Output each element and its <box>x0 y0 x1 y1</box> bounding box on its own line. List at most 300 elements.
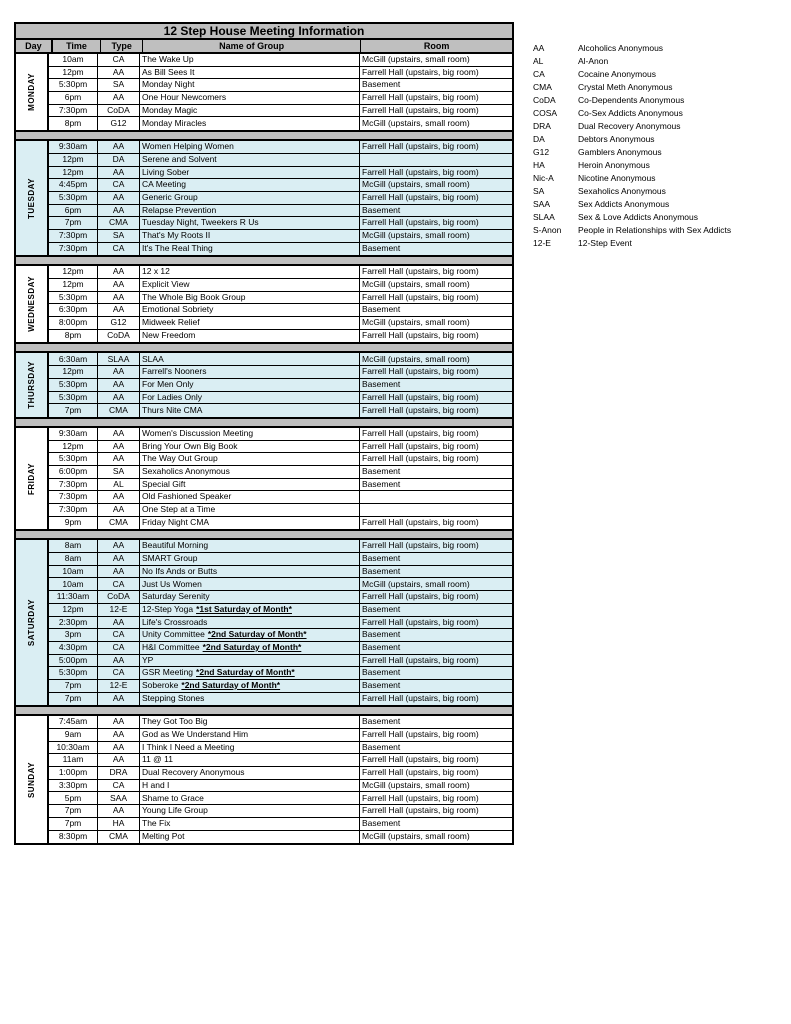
meeting-rows <box>49 716 512 843</box>
legend-item-nic-a <box>533 171 731 184</box>
meeting-time-cell: 6:30am <box>49 353 98 365</box>
meeting-room-cell: Farrell Hall (upstairs, big room) <box>362 805 479 816</box>
meeting-row <box>49 92 512 105</box>
meeting-name-text: No Ifs Ands or Butts <box>142 565 218 576</box>
meeting-time-cell: 12pm <box>49 604 98 616</box>
meeting-row <box>49 79 512 92</box>
meeting-type-cell: AA <box>98 655 140 667</box>
column-header-time: Time <box>53 40 102 52</box>
meeting-room-cell: Basement <box>362 641 401 652</box>
meeting-room-cell <box>360 504 512 516</box>
meeting-type-cell: 12-E <box>98 680 140 692</box>
meeting-time-cell: 5:30pm <box>49 379 98 391</box>
meeting-type-cell: AA <box>98 192 140 204</box>
legend-desc: Nicotine Anonymous <box>578 172 656 183</box>
day-group-saturday <box>16 540 512 705</box>
meeting-time-cell: 7:30pm <box>49 479 98 491</box>
meeting-room-cell: Farrell Hall (upstairs, big room) <box>362 693 479 704</box>
meeting-name-text: SLAA <box>142 353 164 364</box>
meeting-time-cell: 3pm <box>49 629 98 641</box>
meeting-row <box>49 693 512 706</box>
legend-item-dra <box>533 119 731 132</box>
meeting-name-text: I Think I Need a Meeting <box>142 741 235 752</box>
meeting-time-cell: 8am <box>49 540 98 552</box>
meeting-type-cell: AA <box>98 279 140 291</box>
meeting-name-cell <box>140 205 360 217</box>
legend-item-saa <box>533 197 731 210</box>
table-header-row <box>16 40 512 54</box>
meeting-time-cell: 4:45pm <box>49 179 98 191</box>
meeting-type-cell: CMA <box>98 217 140 229</box>
meeting-room-cell: Farrell Hall (upstairs, big room) <box>362 166 479 177</box>
meeting-room-cell: Basement <box>362 304 401 315</box>
meeting-name-cell <box>140 392 360 404</box>
day-label: WEDNESDAY <box>27 276 36 333</box>
meeting-type-cell: AA <box>98 504 140 516</box>
meeting-room-cell: Basement <box>362 478 401 489</box>
meeting-time-cell: 7:45am <box>49 716 98 728</box>
meeting-room-cell: Farrell Hall (upstairs, big room) <box>362 141 479 152</box>
meeting-time-cell: 6pm <box>49 92 98 104</box>
column-header-name: Name of Group <box>143 40 361 52</box>
meeting-name-text: Melting Pot <box>142 831 185 842</box>
meeting-time-cell: 8pm <box>49 117 98 130</box>
legend-desc: People in Relationships with Sex Addicts <box>578 224 732 235</box>
meeting-room-cell: McGill (upstairs, small room) <box>362 279 470 290</box>
legend-abbr: CoDA <box>533 94 556 105</box>
meeting-name-text: Bring Your Own Big Book <box>142 440 238 451</box>
meeting-room-cell: Farrell Hall (upstairs, big room) <box>362 66 479 77</box>
meeting-row <box>49 54 512 67</box>
meeting-room-cell: Farrell Hall (upstairs, big room) <box>362 427 479 438</box>
meeting-row <box>49 117 512 130</box>
meeting-room-cell: Farrell Hall (upstairs, big room) <box>362 729 479 740</box>
day-separator <box>16 130 512 141</box>
meeting-name-cell <box>140 230 360 242</box>
meeting-name-text: Serene and Solvent <box>142 153 217 164</box>
meeting-row <box>49 167 512 180</box>
meeting-type-cell: AA <box>98 729 140 741</box>
day-separator <box>16 255 512 266</box>
meeting-name-cell <box>140 716 360 728</box>
meeting-type-cell: AA <box>98 67 140 79</box>
meeting-room-cell: Farrell Hall (upstairs, big room) <box>362 440 479 451</box>
meeting-type-cell: CoDA <box>98 330 140 343</box>
meeting-time-cell: 8am <box>49 553 98 565</box>
meeting-name-text: 12 x 12 <box>142 266 170 277</box>
table-title: 12 Step House Meeting Information <box>16 24 512 40</box>
meeting-type-cell: SAA <box>98 792 140 804</box>
meeting-row <box>49 831 512 844</box>
meeting-row <box>49 441 512 454</box>
meeting-name-text: Farrell's Nooners <box>142 366 207 377</box>
meeting-name-cell <box>140 167 360 179</box>
legend-item-g12 <box>533 145 731 158</box>
meeting-name-cell <box>140 767 360 779</box>
day-separator <box>16 342 512 353</box>
meeting-name-cell <box>140 428 360 440</box>
legend-item-s-anon <box>533 223 731 236</box>
legend-desc: Co-Sex Addicts Anonymous <box>578 107 683 118</box>
meeting-name-text: Beautiful Morning <box>142 540 209 551</box>
meeting-room-cell: Farrell Hall (upstairs, big room) <box>362 767 479 778</box>
meeting-name-cell <box>140 141 360 153</box>
legend-abbr: CMA <box>533 81 552 92</box>
meeting-row <box>49 504 512 517</box>
meeting-name-cell <box>140 54 360 66</box>
meeting-time-cell: 7pm <box>49 680 98 692</box>
meeting-name-cell <box>140 67 360 79</box>
legend-abbr: 12-E <box>533 237 551 248</box>
meeting-room-cell: McGill (upstairs, small room) <box>362 230 470 241</box>
meeting-room-cell: Farrell Hall (upstairs, big room) <box>362 616 479 627</box>
meeting-name-cell <box>140 604 360 616</box>
meeting-name-text: That's My Roots II <box>142 230 211 241</box>
meeting-room-cell: Farrell Hall (upstairs, big room) <box>362 330 479 341</box>
legend-item-aa <box>533 41 731 54</box>
meeting-name-cell <box>140 117 360 130</box>
meeting-row <box>49 767 512 780</box>
meeting-room-cell: Farrell Hall (upstairs, big room) <box>362 754 479 765</box>
legend-item-cma <box>533 80 731 93</box>
meeting-time-cell: 12pm <box>49 167 98 179</box>
meeting-row <box>49 304 512 317</box>
meeting-name-text: Midweek Relief <box>142 317 200 328</box>
legend-item-slaa <box>533 210 731 223</box>
meeting-type-cell: CA <box>98 243 140 256</box>
meeting-name-cell <box>140 617 360 629</box>
meeting-room-cell: Farrell Hall (upstairs, big room) <box>362 266 479 277</box>
type-legend <box>533 41 731 249</box>
meeting-room-cell: Farrell Hall (upstairs, big room) <box>362 792 479 803</box>
meeting-rows <box>49 353 512 416</box>
meeting-type-cell: AA <box>98 428 140 440</box>
meeting-row <box>49 780 512 793</box>
meeting-time-cell: 12pm <box>49 366 98 378</box>
meeting-row <box>49 818 512 831</box>
meeting-name-cell <box>140 179 360 191</box>
legend-item-sa <box>533 184 731 197</box>
meeting-time-cell: 8:30pm <box>49 831 98 844</box>
meeting-name-cell <box>140 591 360 603</box>
meeting-type-cell: AA <box>98 441 140 453</box>
meeting-type-cell: CMA <box>98 517 140 530</box>
meeting-name-cell <box>140 366 360 378</box>
meeting-room-cell: McGill (upstairs, small room) <box>362 317 470 328</box>
meeting-name-text: One Step at a Time <box>142 504 216 515</box>
column-header-type: Type <box>101 40 143 52</box>
meeting-name-text: Special Gift <box>142 478 186 489</box>
meeting-time-cell: 6:30pm <box>49 304 98 316</box>
day-group-friday <box>16 428 512 530</box>
legend-item-ca <box>533 67 731 80</box>
meeting-row <box>49 379 512 392</box>
meeting-name-cell <box>140 655 360 667</box>
meeting-time-cell: 12pm <box>49 279 98 291</box>
meeting-type-cell: CoDA <box>98 105 140 117</box>
meeting-row <box>49 243 512 256</box>
meeting-name-cell <box>140 742 360 754</box>
day-group-thursday <box>16 353 512 416</box>
day-label: MONDAY <box>27 73 36 111</box>
meeting-type-cell: DA <box>98 154 140 166</box>
meeting-type-cell: AA <box>98 742 140 754</box>
meeting-type-cell: AA <box>98 805 140 817</box>
meeting-type-cell: CMA <box>98 831 140 844</box>
meeting-name-cell <box>140 754 360 766</box>
meeting-room-cell: McGill (upstairs, small room) <box>362 118 470 129</box>
meeting-time-cell: 4:30pm <box>49 642 98 654</box>
legend-desc: Sex Addicts Anonymous <box>578 198 670 209</box>
meeting-name-text: H and I <box>142 779 170 790</box>
legend-abbr: CA <box>533 68 545 79</box>
meeting-row <box>49 330 512 343</box>
day-group-sunday <box>16 716 512 843</box>
legend-abbr: SAA <box>533 198 551 209</box>
meeting-schedule-table <box>14 22 514 845</box>
meeting-name-text: It's The Real Thing <box>142 243 213 254</box>
meeting-time-cell: 12pm <box>49 266 98 278</box>
meeting-time-cell: 6:00pm <box>49 466 98 478</box>
meeting-room-cell: Basement <box>362 466 401 477</box>
meeting-room-cell: Basement <box>362 629 401 640</box>
meeting-type-cell: DRA <box>98 767 140 779</box>
meeting-time-cell: 9pm <box>49 517 98 530</box>
meeting-type-cell: CA <box>98 780 140 792</box>
meeting-room-cell: Basement <box>362 741 401 752</box>
meeting-row <box>49 105 512 118</box>
meeting-name-cell <box>140 404 360 417</box>
meeting-time-cell: 9:30am <box>49 428 98 440</box>
meeting-name-cell <box>140 540 360 552</box>
meeting-name-text: Soberoke <box>142 680 179 691</box>
meeting-row <box>49 479 512 492</box>
legend-abbr: Nic-A <box>533 172 554 183</box>
meeting-name-cell <box>140 667 360 679</box>
meeting-name-text: CA Meeting <box>142 179 186 190</box>
meeting-type-cell: CA <box>98 667 140 679</box>
legend-desc: 12-Step Event <box>578 237 632 248</box>
meeting-type-cell: AL <box>98 479 140 491</box>
meeting-name-cell <box>140 217 360 229</box>
meeting-row <box>49 792 512 805</box>
meeting-name-text: The Whole Big Book Group <box>142 291 246 302</box>
meeting-type-cell: CA <box>98 629 140 641</box>
meeting-name-text: Monday Magic <box>142 104 198 115</box>
meeting-time-cell: 5:00pm <box>49 655 98 667</box>
meeting-name-cell <box>140 441 360 453</box>
legend-abbr: G12 <box>533 146 550 157</box>
meeting-rows <box>49 428 512 530</box>
legend-abbr: SA <box>533 185 545 196</box>
legend-desc: Al-Anon <box>578 55 609 66</box>
meeting-type-cell: AA <box>98 366 140 378</box>
meeting-name-text: Women's Discussion Meeting <box>142 427 254 438</box>
meeting-type-cell: AA <box>98 205 140 217</box>
meeting-type-cell: AA <box>98 379 140 391</box>
meeting-row <box>49 266 512 279</box>
meeting-type-cell: HA <box>98 818 140 830</box>
meeting-name-text: SMART Group <box>142 553 198 564</box>
meeting-room-cell: McGill (upstairs, small room) <box>362 179 470 190</box>
meeting-name-cell <box>140 504 360 516</box>
meeting-name-cell <box>140 330 360 343</box>
meeting-row <box>49 317 512 330</box>
meeting-time-cell: 9:30am <box>49 141 98 153</box>
meeting-time-cell: 10am <box>49 54 98 66</box>
legend-abbr: AL <box>533 55 544 66</box>
meeting-time-cell: 5:30pm <box>49 453 98 465</box>
meeting-time-cell: 12pm <box>49 441 98 453</box>
meeting-type-cell: CA <box>98 54 140 66</box>
day-label: FRIDAY <box>27 462 36 495</box>
meeting-time-cell: 8pm <box>49 330 98 343</box>
meeting-name-text: They Got Too Big <box>142 716 208 727</box>
meeting-name-cell <box>140 304 360 316</box>
meeting-time-cell: 7pm <box>49 217 98 229</box>
meeting-row <box>49 680 512 693</box>
meeting-rows <box>49 54 512 130</box>
meeting-type-cell: SA <box>98 79 140 91</box>
meeting-room-cell: Basement <box>362 667 401 678</box>
meeting-time-cell: 7pm <box>49 818 98 830</box>
legend-desc: Gamblers Anonymous <box>578 146 662 157</box>
meeting-time-cell: 6pm <box>49 205 98 217</box>
meeting-time-cell: 7pm <box>49 693 98 706</box>
meeting-time-cell: 7pm <box>49 805 98 817</box>
legend-desc: Sex & Love Addicts Anonymous <box>578 211 699 222</box>
legend-item-ha <box>533 158 731 171</box>
meeting-row <box>49 154 512 167</box>
meeting-type-cell: CA <box>98 642 140 654</box>
legend-abbr: HA <box>533 159 545 170</box>
meeting-time-cell: 7:30pm <box>49 230 98 242</box>
meeting-room-cell: Farrell Hall (upstairs, big room) <box>362 654 479 665</box>
meeting-name-cell <box>140 831 360 844</box>
meeting-time-cell: 7:30pm <box>49 105 98 117</box>
meeting-room-cell: Basement <box>362 79 401 90</box>
meeting-name-cell <box>140 266 360 278</box>
meeting-name-cell <box>140 818 360 830</box>
meeting-name-text: 11 @ 11 <box>142 754 173 765</box>
meeting-room-cell: Basement <box>362 243 401 254</box>
meeting-type-cell: AA <box>98 491 140 503</box>
meeting-type-cell: AA <box>98 92 140 104</box>
meeting-type-cell: AA <box>98 392 140 404</box>
meeting-row <box>49 453 512 466</box>
meeting-row <box>49 754 512 767</box>
meeting-time-cell: 11am <box>49 754 98 766</box>
meeting-name-cell <box>140 453 360 465</box>
meeting-room-cell: McGill (upstairs, small room) <box>362 578 470 589</box>
meeting-name-text: Unity Committee <box>142 629 205 640</box>
meeting-row <box>49 217 512 230</box>
meeting-row <box>49 553 512 566</box>
meeting-time-cell: 12pm <box>49 154 98 166</box>
meeting-room-cell: McGill (upstairs, small room) <box>362 353 470 364</box>
meeting-name-text: Just Us Women <box>142 578 202 589</box>
column-header-day: Day <box>16 40 53 52</box>
meeting-name-text: Old Fashioned Speaker <box>142 491 232 502</box>
day-label: THURSDAY <box>27 361 36 410</box>
meeting-name-text: God as We Understand Him <box>142 729 249 740</box>
meeting-type-cell: AA <box>98 566 140 578</box>
meeting-name-text: 12-Step Yoga <box>142 603 194 614</box>
day-cell-thursday <box>16 353 49 416</box>
meeting-room-cell: Farrell Hall (upstairs, big room) <box>362 404 479 415</box>
meeting-name-cell <box>140 243 360 256</box>
meeting-name-text: One Hour Newcomers <box>142 92 227 103</box>
legend-desc: Dual Recovery Anonymous <box>578 120 681 131</box>
meeting-note-text: *2nd Saturday of Month* <box>207 629 307 640</box>
meeting-name-cell <box>140 379 360 391</box>
meeting-name-text: Tuesday Night, Tweekers R Us <box>142 217 259 228</box>
day-label: SATURDAY <box>27 599 36 647</box>
meeting-type-cell: AA <box>98 266 140 278</box>
meeting-type-cell: AA <box>98 693 140 706</box>
meeting-type-cell: AA <box>98 540 140 552</box>
meeting-name-text: Friday Night CMA <box>142 517 210 528</box>
meeting-type-cell: 12-E <box>98 604 140 616</box>
meeting-room-cell: Basement <box>362 378 401 389</box>
meeting-name-text: Relapse Prevention <box>142 204 217 215</box>
day-cell-friday <box>16 428 49 530</box>
meeting-name-text: New Freedom <box>142 330 196 341</box>
meeting-name-text: Women Helping Women <box>142 141 234 152</box>
meeting-row <box>49 667 512 680</box>
meeting-row <box>49 591 512 604</box>
meeting-type-cell: SLAA <box>98 353 140 365</box>
meeting-room-cell: McGill (upstairs, small room) <box>362 779 470 790</box>
meeting-name-text: GSR Meeting <box>142 667 194 678</box>
meeting-name-text: As Bill Sees It <box>142 66 195 77</box>
meeting-time-cell: 11:30am <box>49 591 98 603</box>
meeting-row <box>49 491 512 504</box>
meeting-row <box>49 141 512 154</box>
meeting-row <box>49 428 512 441</box>
legend-item-12-e <box>533 236 731 249</box>
meeting-type-cell: AA <box>98 167 140 179</box>
meeting-name-text: Thurs Nite CMA <box>142 404 203 415</box>
meeting-name-cell <box>140 192 360 204</box>
meeting-name-cell <box>140 517 360 530</box>
meeting-time-cell: 1:00pm <box>49 767 98 779</box>
meeting-row <box>49 205 512 218</box>
meeting-name-cell <box>140 780 360 792</box>
meeting-name-cell <box>140 292 360 304</box>
meeting-name-text: For Ladies Only <box>142 391 202 402</box>
meeting-note-text: *2nd Saturday of Month* <box>181 680 281 691</box>
meeting-room-cell: Basement <box>362 553 401 564</box>
meeting-name-cell <box>140 805 360 817</box>
meeting-row <box>49 466 512 479</box>
meeting-room-cell: Farrell Hall (upstairs, big room) <box>362 191 479 202</box>
meeting-name-text: YP <box>142 654 154 665</box>
meeting-name-cell <box>140 105 360 117</box>
day-cell-saturday <box>16 540 49 705</box>
meeting-name-text: Emotional Sobriety <box>142 304 214 315</box>
legend-desc: Co-Dependents Anonymous <box>578 94 685 105</box>
meeting-room-cell: McGill (upstairs, small room) <box>362 831 470 842</box>
meeting-row <box>49 279 512 292</box>
meeting-time-cell: 10am <box>49 578 98 590</box>
meeting-name-text: Saturday Serenity <box>142 591 210 602</box>
legend-abbr: AA <box>533 42 545 53</box>
meeting-name-cell <box>140 729 360 741</box>
meeting-name-cell <box>140 553 360 565</box>
day-cell-sunday <box>16 716 49 843</box>
meeting-type-cell: AA <box>98 304 140 316</box>
